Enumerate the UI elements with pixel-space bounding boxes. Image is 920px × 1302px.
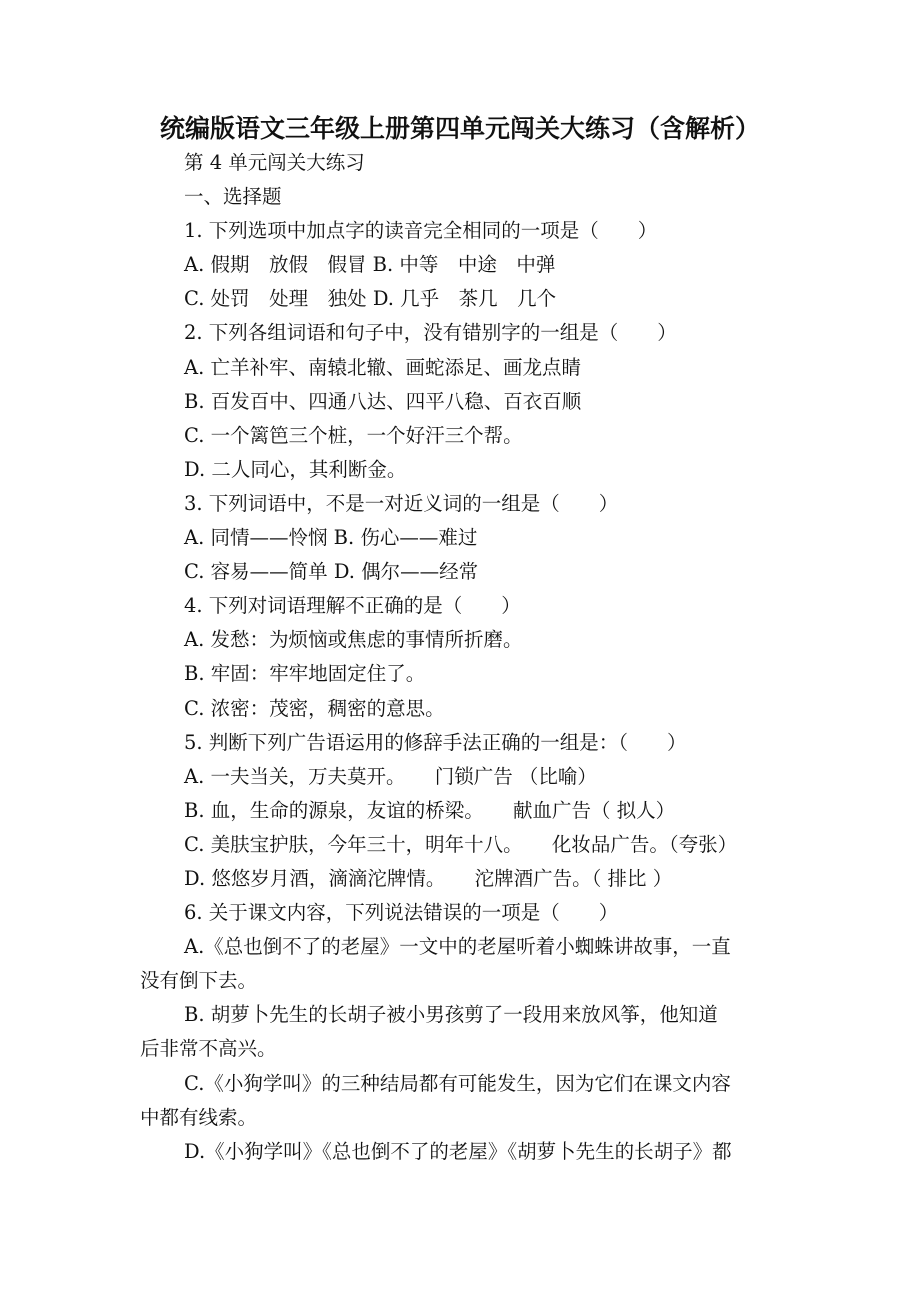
text-line: B. 牢固：牢牢地固定住了。 [184,662,426,686]
text-line: 没有倒下去。 [140,969,258,993]
text-line: C. 浓密：茂密，稠密的意思。 [184,696,445,720]
text-line: 第 4 单元闯关大练习 [184,151,365,174]
text-line: C. 容易——简单 D. 偶尔——经常 [184,560,479,584]
text-line: C. 处罚 处理 独处 D. 几乎 茶几 几个 [184,287,557,311]
text-line: A. 一夫当关，万夫莫开。 门锁广告 （比喻） [184,764,597,788]
text-line: D. 二人同心，其利断金。 [184,457,407,481]
text-line: 6. 关于课文内容，下列说法错误的一项是（ ） [184,901,619,925]
text-line: C.《小狗学叫》的三种结局都有可能发生，因为它们在课文内容 [184,1071,731,1095]
text-line: 4. 下列对词语理解不正确的是（ ） [184,594,521,618]
text-line: A. 假期 放假 假冒 B. 中等 中途 中弹 [184,253,556,277]
text-line: 3. 下列词语中，不是一对近义词的一组是（ ） [184,491,619,515]
text-line: C. 美肤宝护肤，今年三十，明年十八。 化妆品广告。（夸张） [184,832,738,856]
text-line: 5. 判断下列广告语运用的修辞手法正确的一组是：（ ） [184,730,687,754]
text-line: B. 百发百中、四通八达、四平八稳、百衣百顺 [184,389,582,413]
text-line: A.《总也倒不了的老屋》一文中的老屋听着小蜘蛛讲故事，一直 [184,935,731,959]
document-title: 统编版语文三年级上册第四单元闯关大练习（含解析） [159,114,760,143]
text-line: A. 亡羊补牢、南辕北辙、画蛇添足、画龙点睛 [184,355,581,379]
text-line: B. 胡萝卜先生的长胡子被小男孩剪了一段用来放风筝，他知道 [184,1003,718,1027]
text-line: 2. 下列各组词语和句子中，没有错别字的一组是（ ） [184,321,677,345]
text-line: C. 一个篱笆三个桩，一个好汗三个帮。 [184,423,523,447]
document-body [140,146,800,1169]
text-line: 后非常不高兴。 [140,1037,277,1061]
text-line: D.《小狗学叫》《总也倒不了的老屋》《胡萝卜先生的长胡子》都 [184,1139,732,1163]
text-line: 1. 下列选项中加点字的读音完全相同的一项是（ ） [184,219,658,243]
text-line: B. 血，生命的源泉，友谊的桥梁。 献血广告（ 拟人） [184,798,676,822]
text-line: D. 悠悠岁月酒，滴滴沱牌情。 沱牌酒广告。（ 排比 ） [184,866,673,890]
text-line: A. 发愁：为烦恼或焦虑的事情所折磨。 [184,628,523,652]
text-line: 一、选择题 [184,185,282,209]
text-line: A. 同情——怜悯 B. 伤心——难过 [184,526,478,550]
text-line: 中都有线索。 [140,1105,258,1129]
